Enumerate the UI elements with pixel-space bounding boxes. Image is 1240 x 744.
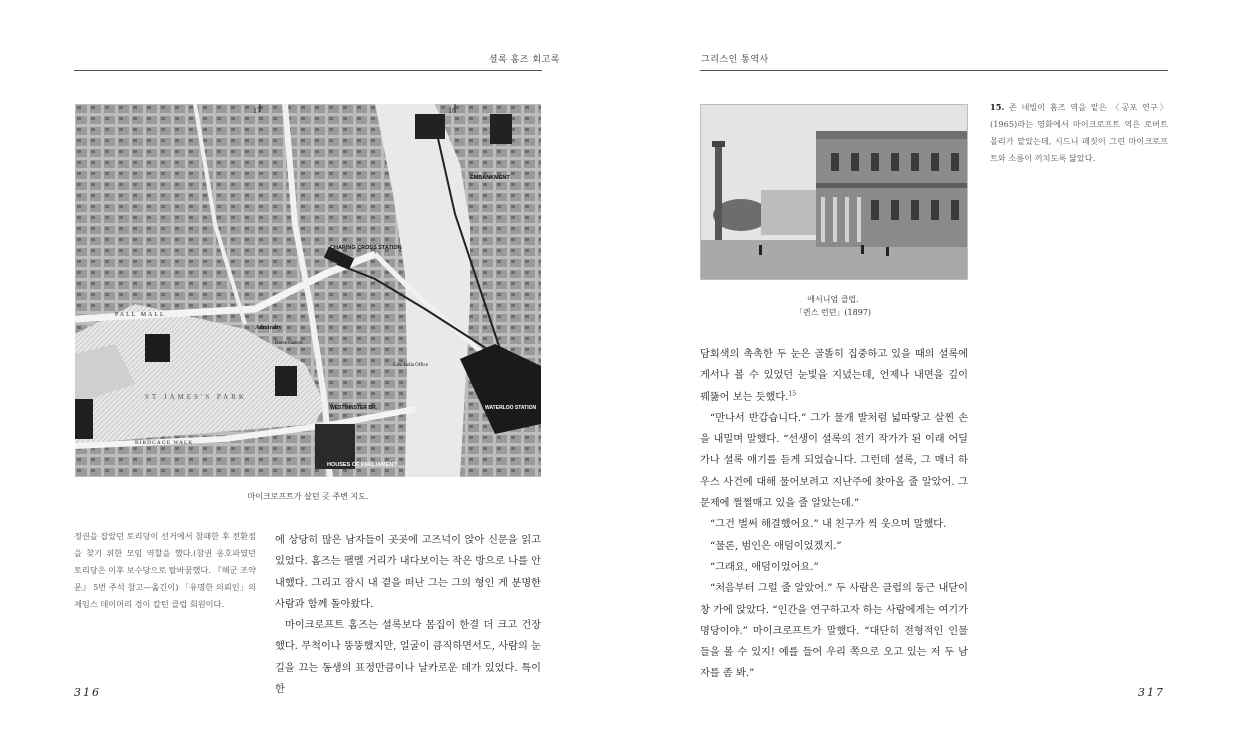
footnote-reference[interactable]: 15 (788, 390, 797, 398)
map-label-india-office: Gov. India Office (393, 363, 428, 368)
right-paragraph (700, 536, 968, 557)
map-label-admiralty: Admiralty (255, 325, 282, 331)
club-photograph (700, 104, 968, 280)
left-body-text (275, 530, 541, 700)
right-header-rule (700, 70, 1168, 71)
map-label-embankment: EMBANKMENT (470, 175, 510, 181)
club-photo-illustration (701, 105, 967, 279)
left-paragraph: 마이크로프트 홈즈는 셜록보다 몸집이 한결 더 크고 건장했다. 무척이나 뚱뚱했지만, 얼굴이 큼직하면서도, 사람의 눈길을 끄는 동생의 표정만큼이나 날카로운 데가 있었다. 특이한 (275, 620, 541, 696)
footnote-number: 15. (990, 102, 1005, 112)
left-paragraph: 에 상당히 많은 남자들이 곳곳에 고즈넉이 앉아 신문을 읽고 있었다. 홈즈는 팰멜 거리가 내다보이는 작은 방으로 나를 안내했다. 그리고 잠시 내 곁을 떠난 그는 그의 형인 게 분명한 사람과 함께 돌아왔다. (275, 535, 541, 610)
right-paragraph (700, 344, 968, 408)
map-label-pall-mall: PALL MALL (115, 312, 166, 318)
map-label-waterloo: WATERLOO STATION (485, 405, 537, 411)
left-page-number: 316 (74, 686, 101, 699)
right-paragraph-text: “그건 벌써 해결했어요.” 내 친구가 씩 웃으며 말했다. (710, 519, 947, 531)
right-paragraph (700, 514, 968, 535)
photo-caption-source: 「퀸스 런던」(1897) (794, 308, 872, 317)
right-paragraph-text: “만나서 반갑습니다.” 그가 물개 발처럼 넓따랗고 살찐 손을 내밀며 말했다. “선생이 셜록의 전기 작가가 된 이래 어딜 가나 셜록 얘기를 듣게 되었습니다. 그런데 셜록, 그 매너 하우스 사건에 대해 물어보려고 지난주에 찾아올 줄 알았어. 그 문제에 쩔쩔매고 있을 줄 알았는데.” (700, 412, 968, 510)
map-label-horse-guards: Horse Guards (275, 341, 303, 346)
map-grid-17: 17 (253, 106, 261, 115)
right-body-text (700, 344, 968, 685)
right-paragraph-text: “처음부터 그럴 줄 알았어.” 두 사람은 클럽의 둥근 내닫이 창 가에 앉았다. “인간을 연구하고자 하는 사람에게는 여기가 명당이야.” 마이크로프트가 말했다. “대단히 전형적인 인물들을 볼 수 있지! 예를 들어 우리 쪽으로 오고 있는 저 두 남자를 좀 봐.” (700, 583, 968, 680)
map-label-westminster-bridge: WESTMINSTER BR. (330, 405, 377, 411)
right-running-head: 그리스인 통역사 (701, 55, 769, 65)
right-paragraph (700, 557, 968, 578)
photo-caption (700, 293, 966, 319)
left-running-head: 셜록 홈즈 회고록 (488, 55, 560, 65)
right-paragraph-text: 담회색의 촉촉한 두 눈은 골똘히 집중하고 있을 때의 셜록에게서나 볼 수 있었던 눈빛을 지녔는데, 언제나 내면을 깊이 꿰뚫어 보는 듯했다. (700, 349, 968, 403)
right-paragraph-text: “물론, 범인은 애덤이었겠지.” (710, 540, 842, 552)
map-label-parliament: HOUSES OF PARLIAMENT (327, 462, 397, 468)
right-paragraph (700, 578, 968, 684)
map-label-st-james-park: ST JAMES'S PARK (145, 393, 247, 401)
right-paragraph (700, 408, 968, 514)
map-caption: 마이크로프트가 살던 곳 주변 지도. (247, 492, 369, 501)
photo-caption-title: 애서니엄 클럽. (807, 295, 859, 304)
left-header-rule (74, 70, 542, 71)
street-map (75, 104, 541, 477)
right-page-number: 317 (1138, 686, 1165, 699)
map-label-birdcage-walk: BIRDCAGE WALK (135, 440, 194, 446)
left-sidenote: 정권을 잡았던 토리당이 선거에서 참패한 후 전환점을 찾기 위한 모임 역할을 했다.(참권 옹호파였던 토리당은 이후 보수당으로 탈바꿈했다. 『해군 조약문』 5번 주석 참고—옮긴이) 「유명한 의뢰인」의 제임스 데이머리 경이 칼턴 클럽 회원이다. (74, 531, 256, 609)
map-grid-18: 18 (448, 106, 456, 115)
footnote-15 (990, 99, 1168, 167)
map-figure (75, 104, 541, 477)
map-label-charing-cross: CHARING CROSS STATION (330, 245, 402, 251)
right-paragraph-text: “그래요, 애덤이었어요.” (710, 561, 819, 573)
footnote-text: 존 네빌이 홈즈 역을 맡은 〈공포 연구〉(1965)라는 영화에서 마이크로프트 역은 로버트 몰리가 맡았는데, 시드니 패짓이 그린 마이크로프트와 소름이 끼치도록 닮았다. (990, 102, 1168, 163)
